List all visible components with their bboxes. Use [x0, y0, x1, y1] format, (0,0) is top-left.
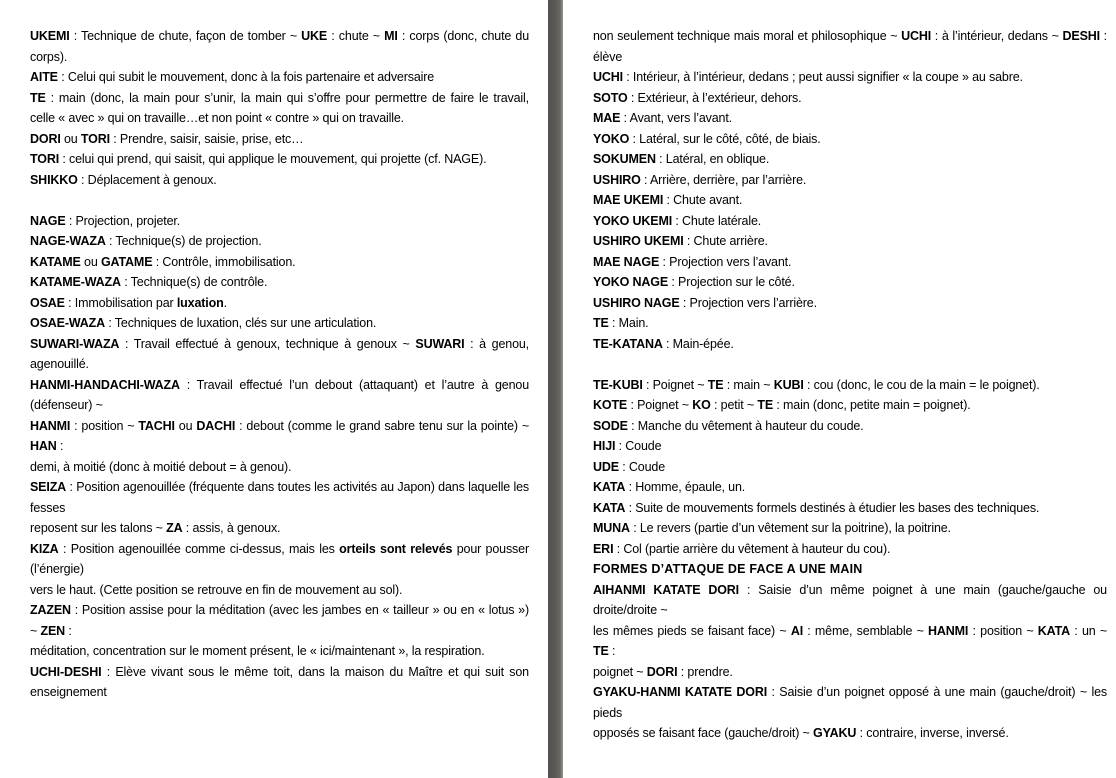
glossary-entry — [30, 539, 529, 580]
glossary-entry — [30, 334, 529, 375]
glossary-definition-text: : — [65, 623, 72, 638]
glossary-term: TORI — [30, 152, 60, 166]
glossary-definition-text: : un ~ — [1070, 623, 1107, 638]
glossary-entry — [593, 723, 1107, 744]
glossary-definition-text: : Projection sur le côté. — [668, 275, 795, 289]
glossary-entry — [593, 682, 1107, 723]
glossary-entry — [30, 272, 529, 293]
glossary-entry — [30, 88, 529, 129]
glossary-definition-text: ou — [60, 131, 81, 146]
glossary-entry — [593, 477, 1107, 498]
glossary-term: TE — [593, 644, 609, 658]
glossary-entry — [30, 67, 529, 88]
glossary-term: MAE NAGE — [593, 254, 660, 269]
glossary-term: SUWARI-WAZA — [30, 336, 120, 351]
glossary-term: AI — [790, 623, 804, 638]
glossary-term: NAGE-WAZA — [30, 234, 106, 248]
glossary-term: ZA — [166, 521, 183, 535]
glossary-term: HIJI — [593, 439, 616, 453]
glossary-definition-text: : Déplacement à genoux. — [77, 172, 217, 187]
glossary-term: KATA — [1037, 623, 1071, 638]
glossary-term: DORI — [30, 131, 61, 146]
glossary-term: HAN — [30, 439, 57, 453]
glossary-entry — [593, 539, 1107, 560]
glossary-term: HANMI — [928, 623, 969, 638]
glossary-term: NAGE — [30, 213, 66, 228]
glossary-definition-text: : — [56, 439, 64, 453]
glossary-entry — [593, 662, 1107, 683]
glossary-term: TE — [593, 316, 609, 330]
glossary-entry — [593, 170, 1107, 191]
glossary-entry — [30, 518, 529, 539]
glossary-term: USHIRO — [593, 172, 641, 187]
glossary-term: KATA — [593, 480, 626, 494]
glossary-entry — [593, 375, 1107, 396]
glossary-entry — [30, 600, 529, 641]
glossary-term: AITE — [30, 70, 58, 84]
glossary-term: MI — [384, 29, 398, 43]
glossary-definition-text: . — [223, 295, 227, 310]
glossary-definition-text: : Suite de mouvements formels destinés à étudier les bases des techniques. — [625, 500, 1040, 515]
glossary-term: TE — [757, 398, 774, 412]
glossary-definition-text: : Saisie d’un même poignet à une main (gauche/gauche ou droite/droite ~ — [593, 582, 1107, 617]
glossary-entry — [30, 129, 529, 150]
glossary-entry — [593, 334, 1107, 355]
glossary-definition-text: : à l’intérieur, dedans ~ — [931, 29, 1063, 43]
glossary-entry — [593, 580, 1107, 621]
glossary-term: SOTO — [593, 90, 628, 105]
glossary-definition-text: : Main-épée. — [662, 336, 734, 351]
glossary-definition-text: : prendre. — [677, 664, 733, 679]
glossary-definition-text: : Coude — [615, 439, 662, 453]
glossary-definition-text: : chute ~ — [327, 29, 385, 43]
glossary-term: OSAE-WAZA — [30, 316, 106, 330]
glossary-term: MAE UKEMI — [593, 193, 664, 207]
glossary-entry — [30, 580, 529, 601]
glossary-entry — [593, 518, 1107, 539]
glossary-definition-text: : Intérieur, à l’intérieur, dedans ; peut aussi signifier « la coupe » au sabre. — [622, 70, 1023, 84]
glossary-definition-text: : élève — [593, 29, 1107, 64]
glossary-term: UCHI-DESHI — [30, 664, 102, 679]
glossary-term: TORI — [80, 131, 110, 146]
glossary-term: KOTE — [593, 398, 628, 412]
glossary-term: HANMI — [30, 418, 71, 433]
glossary-definition-text: : cou (donc, le cou de la main = le poignet). — [803, 377, 1040, 392]
glossary-definition-text: : Celui qui subit le mouvement, donc à la fois partenaire et adversaire — [57, 70, 435, 84]
glossary-entry — [593, 88, 1107, 109]
glossary-definition-text: : Technique(s) de contrôle. — [120, 275, 268, 289]
glossary-definition-text: : celui qui prend, qui saisit, qui applique le mouvement, qui projette (cf. NAGE). — [59, 152, 487, 166]
glossary-definition-text: opposés se faisant face (gauche/droit) ~ — [593, 726, 814, 740]
glossary-definition-text: : debout (comme le grand sabre tenu sur la pointe) ~ — [235, 418, 530, 433]
glossary-definition-text: : Contrôle, immobilisation. — [152, 254, 296, 269]
blank-line — [30, 190, 529, 211]
glossary-definition-text: : Homme, épaule, un. — [625, 480, 746, 494]
glossary-term: KATA — [593, 500, 626, 515]
glossary-definition-text: : contraire, inverse, inversé. — [856, 726, 1009, 740]
left-page-column — [30, 26, 529, 703]
glossary-term: MUNA — [593, 521, 630, 535]
glossary-term: YOKO NAGE — [593, 275, 669, 289]
glossary-entry — [593, 272, 1107, 293]
glossary-entry — [593, 498, 1107, 519]
glossary-term: AIHANMI KATATE DORI — [593, 582, 739, 597]
glossary-definition-text: : position ~ — [968, 623, 1038, 638]
glossary-definition-text: : main (donc, la main pour s’unir, la main qui s’offre pour permettre de faire le travail, celle « avec » qui on travaille…et non point « contre » qui on travaille. — [30, 90, 529, 125]
glossary-term: UKE — [301, 29, 328, 43]
glossary-entry — [30, 457, 529, 478]
glossary-term: SOKUMEN — [593, 152, 656, 166]
glossary-definition-text: : Projection, projeter. — [65, 213, 181, 228]
glossary-term: SHIKKO — [30, 172, 78, 187]
glossary-definition-text: : Col (partie arrière du vêtement à hauteur du cou). — [613, 541, 891, 556]
glossary-definition-text: non seulement technique mais moral et philosophique ~ — [593, 29, 902, 43]
glossary-definition-text: : Technique(s) de projection. — [105, 234, 262, 248]
glossary-definition-text: : Immobilisation par — [64, 295, 177, 310]
glossary-term: ZEN — [40, 623, 66, 638]
glossary-definition-text: ou — [80, 254, 101, 269]
glossary-term: DESHI — [1062, 29, 1100, 43]
glossary-term: KATAME — [30, 254, 81, 269]
glossary-term: USHIRO NAGE — [593, 295, 680, 310]
glossary-definition-text: : Latéral, sur le côté, côté, de biais. — [629, 131, 821, 146]
glossary-entry — [30, 149, 529, 170]
glossary-term: SEIZA — [30, 480, 67, 494]
glossary-definition-text: : assis, à genoux. — [182, 521, 281, 535]
glossary-term: DACHI — [196, 418, 236, 433]
right-page-column — [593, 26, 1107, 744]
glossary-definition-text: : Manche du vêtement à hauteur du coude. — [627, 418, 864, 433]
glossary-term: DORI — [646, 664, 678, 679]
glossary-entry — [30, 477, 529, 518]
glossary-term: UCHI — [901, 29, 932, 43]
glossary-entry — [593, 26, 1107, 67]
glossary-entry — [30, 641, 529, 662]
glossary-definition-text: : même, semblable ~ — [803, 623, 929, 638]
glossary-entry — [593, 108, 1107, 129]
glossary-definition-text: poignet ~ — [593, 664, 647, 679]
glossary-definition-text: : Prendre, saisir, saisie, prise, etc… — [109, 131, 304, 146]
glossary-term: UCHI — [593, 70, 623, 84]
glossary-definition-text: : Arrière, derrière, par l’arrière. — [640, 172, 807, 187]
glossary-term: KIZA — [30, 541, 59, 556]
glossary-definition-text: : Chute latérale. — [672, 213, 762, 228]
glossary-definition-text: : Coude — [618, 459, 666, 474]
glossary-definition-text: : main ~ — [723, 377, 774, 392]
glossary-term: luxation — [176, 295, 224, 310]
page-divider — [548, 0, 563, 778]
glossary-definition-text: : Avant, vers l’avant. — [620, 111, 732, 125]
glossary-entry — [30, 170, 529, 191]
glossary-term: HANMI-HANDACHI-WAZA — [30, 377, 180, 392]
glossary-term: TE — [30, 90, 46, 105]
glossary-definition-text: : position ~ — [70, 418, 139, 433]
glossary-definition-text: : Chute avant. — [663, 193, 743, 207]
glossary-entry — [593, 67, 1107, 88]
glossary-term: YOKO UKEMI — [593, 213, 673, 228]
glossary-term: FORMES D’ATTAQUE DE FACE A UNE MAIN — [593, 562, 863, 576]
glossary-entry — [593, 190, 1107, 211]
glossary-term: USHIRO UKEMI — [593, 234, 684, 248]
glossary-definition-text: méditation, concentration sur le moment présent, le « ici/maintenant », la respiration. — [30, 644, 485, 658]
glossary-term: SODE — [593, 418, 628, 433]
glossary-definition-text: : corps (donc, chute du corps). — [30, 29, 529, 64]
glossary-definition-text: : Saisie d’un poignet opposé à une main (gauche/droit) ~ les pieds — [593, 685, 1108, 720]
glossary-definition-text: : Travail effectué l’un debout (attaquant) et l’autre à genou (défenseur) ~ — [30, 377, 529, 412]
glossary-entry — [30, 252, 529, 273]
glossary-term: ERI — [593, 541, 614, 556]
glossary-term: GATAME — [100, 254, 153, 269]
glossary-entry — [593, 313, 1107, 334]
glossary-term: UDE — [593, 459, 619, 474]
glossary-entry — [593, 129, 1107, 150]
glossary-entry — [593, 149, 1107, 170]
glossary-definition-text: : Techniques de luxation, clés sur une articulation. — [105, 316, 377, 330]
glossary-term: UKEMI — [30, 29, 70, 43]
glossary-definition-text: demi, à moitié (donc à moitié debout = à genou). — [30, 459, 292, 474]
glossary-entry — [30, 231, 529, 252]
glossary-definition-text: : petit ~ — [710, 398, 758, 412]
glossary-entry — [593, 416, 1107, 437]
glossary-entry — [30, 662, 529, 703]
glossary-entry — [30, 313, 529, 334]
glossary-term: ZAZEN — [30, 603, 71, 617]
glossary-definition-text: : Main. — [608, 316, 649, 330]
glossary-term: YOKO — [593, 131, 630, 146]
glossary-definition-text: : Projection vers l’arrière. — [679, 295, 817, 310]
glossary-term: OSAE — [30, 295, 65, 310]
glossary-term: MAE — [593, 111, 621, 125]
glossary-term: KATAME-WAZA — [30, 275, 121, 289]
glossary-entry — [593, 621, 1107, 662]
glossary-term: TE — [707, 377, 724, 392]
glossary-entry — [593, 252, 1107, 273]
glossary-definition-text: : Travail effectué à genoux, technique à genoux ~ — [119, 336, 416, 351]
glossary-entry — [593, 211, 1107, 232]
glossary-term: orteils sont relevés — [339, 541, 453, 556]
glossary-term: KUBI — [773, 377, 804, 392]
glossary-term: GYAKU — [813, 726, 857, 740]
glossary-definition-text: : Extérieur, à l’extérieur, dehors. — [627, 90, 802, 105]
glossary-definition-text: : Le revers (partie d’un vêtement sur la poitrine), la poitrine. — [629, 521, 951, 535]
glossary-definition-text: : Poignet ~ — [642, 377, 708, 392]
glossary-term: GYAKU-HANMI KATATE DORI — [593, 685, 768, 699]
glossary-definition-text: : main (donc, petite main = poignet). — [773, 398, 971, 412]
glossary-definition-text: pour pousser (l’énergie) — [30, 541, 529, 576]
glossary-definition-text: : Position agenouillée comme ci-dessus, mais les — [58, 541, 340, 556]
glossary-definition-text: : Elève vivant sous le même toit, dans la maison du Maître et qui suit son enseignement — [30, 664, 529, 699]
glossary-entry — [593, 457, 1107, 478]
glossary-definition-text: : Chute arrière. — [683, 234, 768, 248]
glossary-entry — [30, 211, 529, 232]
glossary-entry — [593, 395, 1107, 416]
glossary-definition-text: : Latéral, en oblique. — [655, 152, 770, 166]
glossary-definition-text: vers le haut. (Cette position se retrouve en fin de mouvement au sol). — [30, 582, 403, 597]
glossary-entry — [593, 436, 1107, 457]
glossary-entry — [30, 26, 529, 67]
glossary-entry — [30, 293, 529, 314]
glossary-definition-text: les mêmes pieds se faisant face) ~ — [593, 623, 791, 638]
glossary-entry — [30, 375, 529, 416]
blank-line — [593, 354, 1107, 375]
glossary-definition-text: : Poignet ~ — [627, 398, 693, 412]
glossary-definition-text: : — [608, 644, 616, 658]
glossary-definition-text: reposent sur les talons ~ — [30, 521, 167, 535]
section-heading — [593, 559, 1107, 580]
glossary-definition-text: : à genou, agenouillé. — [30, 336, 529, 371]
glossary-term: SUWARI — [415, 336, 465, 351]
glossary-definition-text: : Projection vers l’avant. — [659, 254, 792, 269]
glossary-entry — [30, 416, 529, 457]
glossary-definition-text: : Technique de chute, façon de tomber ~ — [69, 29, 302, 43]
glossary-term: KO — [692, 398, 711, 412]
glossary-term: TE-KATANA — [593, 336, 663, 351]
glossary-definition-text: ou — [174, 418, 197, 433]
glossary-term: TE-KUBI — [593, 377, 643, 392]
glossary-definition-text: : Position assise pour la méditation (avec les jambes en « tailleur » ou en « lotus ») ~ — [30, 603, 529, 638]
glossary-definition-text: : Position agenouillée (fréquente dans toutes les activités au Japon) dans laquelle les fesses — [30, 480, 529, 515]
glossary-entry — [593, 293, 1107, 314]
glossary-term: TACHI — [138, 418, 175, 433]
glossary-entry — [593, 231, 1107, 252]
